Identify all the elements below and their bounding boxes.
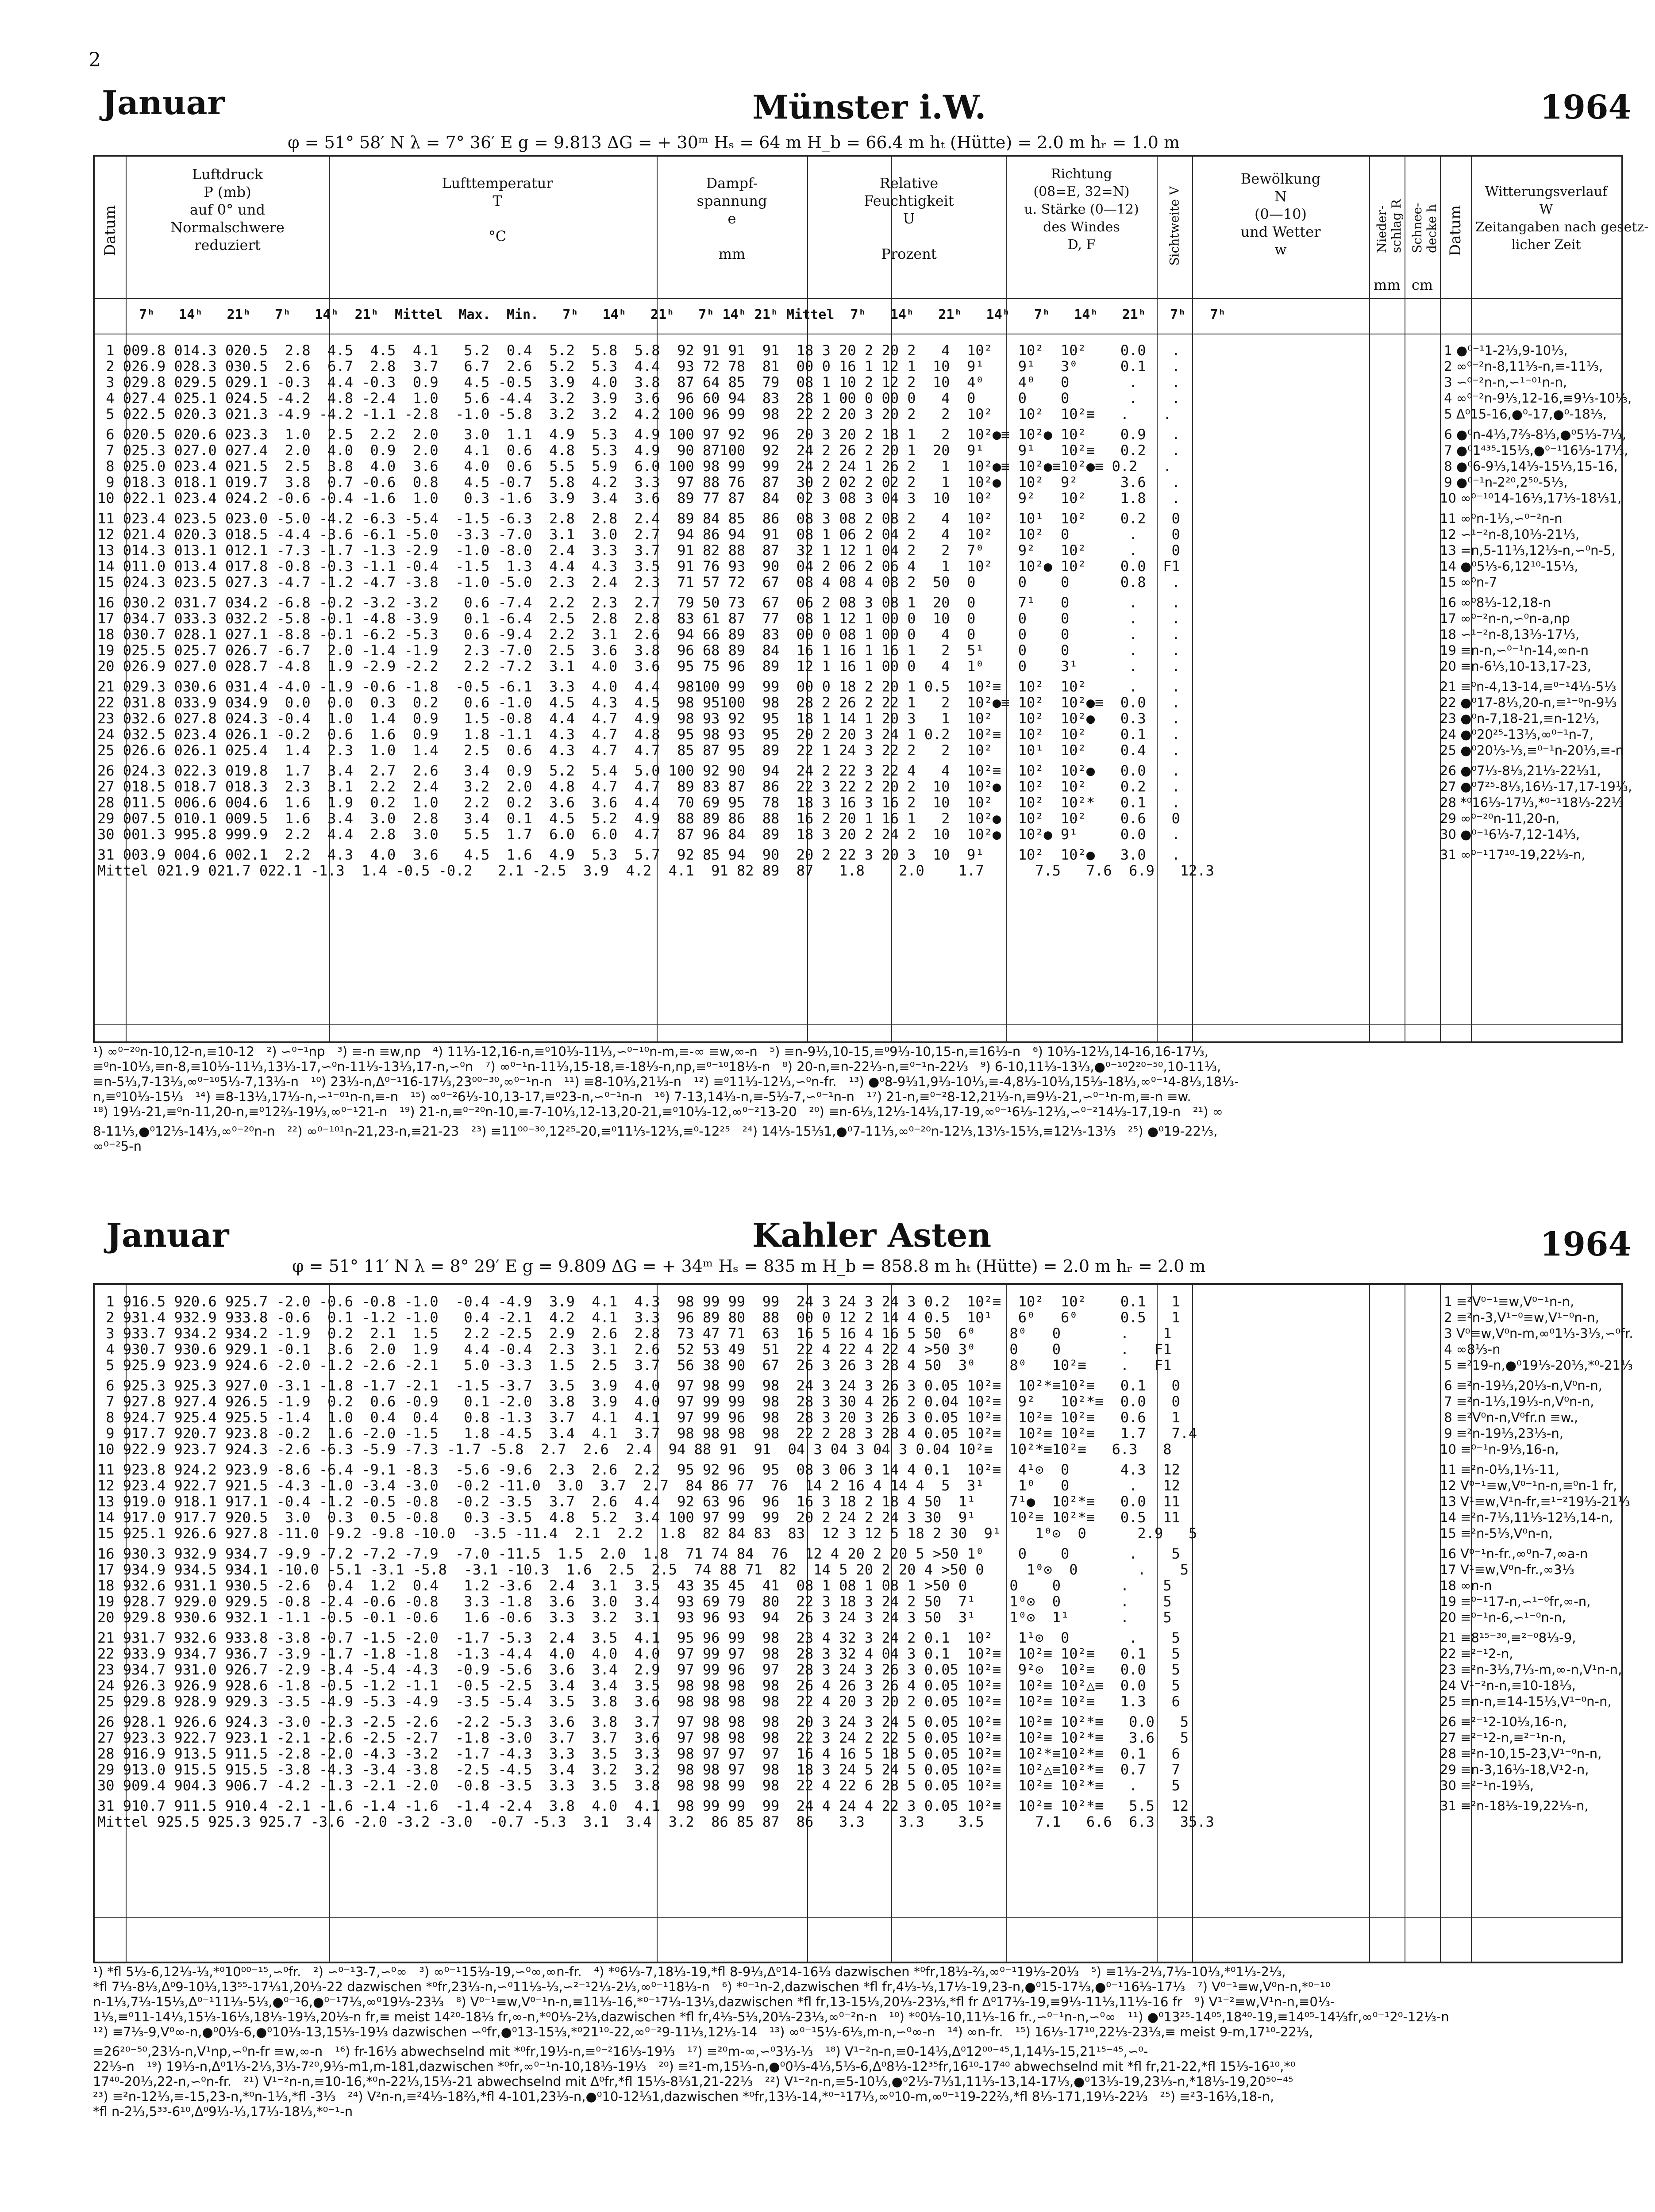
table-row: 2 931.4 932.9 933.8 -0.6 0.1 -1.2 -1.0 0.4 -2.1 4.2 4.1 3.3 96 89 80 88 00 0 12 2 14 4 0.5 10¹ 6⁰ 6⁰ 0.5 1 <box>97 1309 1180 1326</box>
section2-meta: φ = 51° 11′ N λ = 8° 29′ E g = 9.809 ΔG = + 34ᵐ Hₛ = 835 m H_b = 858.8 m hₜ (Hütte) = 2.0 m hᵣ = 2.0 m <box>292 1256 1206 1276</box>
section2-table <box>93 1283 1633 1963</box>
weather-entry: 11 ∞⁰n-1⅓,∽⁰⁻²n-n <box>1440 511 1563 526</box>
weather-entry: 24 ●⁰20²⁵-13⅓,∞⁰⁻¹n-7, <box>1440 727 1594 742</box>
table-row: 14 011.0 013.4 017.8 -0.8 -0.3 -1.1 -0.4 -1.5 1.3 4.4 4.3 3.5 91 76 93 90 04 2 06 2 06 4 1 10² 10²● 10² 0.0 F1 <box>97 558 1180 575</box>
table-row: 15 024.3 023.5 027.3 -4.7 -1.2 -4.7 -3.8 -1.0 -5.0 2.3 2.4 2.3 71 57 72 67 08 4 08 4 08 2 50 0 0 0 0.8 . <box>97 574 1180 591</box>
weather-entry: 31 ≡²n-18⅓-19,22⅓-n, <box>1440 1798 1589 1813</box>
section1-weather-list <box>1440 342 1632 863</box>
weather-entry: 20 ≡⁰⁻¹n-6,∽¹⁻⁰n-n, <box>1440 1610 1566 1625</box>
footnote-line: ≡n-5⅓,7-13⅓,∞⁰⁻¹⁰5⅓-7,13⅓-n ¹⁰) 23⅓-n,Δ⁰⁻¹16-17⅓,23⁰⁰⁻³⁰,∞⁰⁻¹n-n ¹¹) ≡8-10⅓,21⅓-n ¹²) ≡⁰11⅓-12⅓,∽⁰n-fr. ¹³) ●⁰8-9⅓1,9⅓-10⅓,≡-4,8⅓-10⅓,15⅓-18⅓,∞⁰⁻¹4-8⅓,18⅓- <box>93 1074 1239 1089</box>
table-row: 4 930.7 930.6 929.1 -0.1 3.6 2.0 1.9 4.4 -0.4 2.3 3.1 2.6 52 53 49 51 22 4 22 4 22 4 >50 3⁰ 0 0 . F1 <box>97 1341 1172 1358</box>
table-row: 8 025.0 023.4 021.5 2.5 3.8 4.0 3.6 4.0 0.6 5.5 5.9 6.0 100 98 99 99 24 2 24 1 26 2 1 10²●≡ 10²●≡10²●≡ 0.2 . <box>97 458 1172 475</box>
table-row: 27 923.3 922.7 923.1 -2.1 -2.6 -2.5 -2.7 -1.8 -3.0 3.7 3.7 3.6 97 98 98 98 22 3 24 2 22 5 0.05 10²≡ 10²≡ 10²*≡ 3.6 5 <box>97 1729 1189 1746</box>
weather-entry: 5 ≡²19-n,●⁰19⅓-20⅓,*⁰-21⅓ <box>1440 1358 1633 1373</box>
table-row: 26 024.3 022.3 019.8 1.7 3.4 2.7 2.6 3.4 0.9 5.2 5.4 5.0 100 92 90 94 24 2 22 3 22 4 4 10²≡ 10² 10²● 0.0 . <box>97 762 1180 779</box>
section2-data-rows <box>97 1294 1214 1830</box>
weather-entry: 7 ≡²n-1⅓,19⅓-n,V⁰n-n, <box>1440 1394 1594 1409</box>
section1-table <box>93 155 1649 1043</box>
section1-meta: φ = 51° 58′ N λ = 7° 36′ E g = 9.813 ΔG = + 30ᵐ Hₛ = 64 m H_b = 66.4 m hₜ (Hütte) = 2.0 m hᵣ = 1.0 m <box>288 133 1180 152</box>
weather-entry: 8 ≡²V⁰n-n,V⁰fr.n ≡w., <box>1440 1410 1578 1425</box>
table-row: 13 919.0 918.1 917.1 -0.4 -1.2 -0.5 -0.8 -0.2 -3.5 3.7 2.6 4.4 92 63 96 96 16 3 18 2 18 4 50 1¹ 7¹● 10²*≡ 0.0 11 <box>97 1493 1180 1510</box>
weather-entry: 19 ≡⁰⁻¹17-n,∽¹⁻⁰fr,∞-n, <box>1440 1594 1591 1609</box>
weather-entry: 11 ≡²n-0⅓,1⅓-11, <box>1440 1462 1559 1477</box>
table-row: 15 925.1 926.6 927.8 -11.0 -9.2 -9.8 -10.0 -3.5 -11.4 2.1 2.2 1.8 82 84 83 83 12 3 12 5 18 2 30 9¹ 1⁰⊙ 0 2.9 5 <box>97 1525 1197 1542</box>
weather-entry: 31 ∞⁰⁻¹17¹⁰-19,22⅓-n, <box>1440 847 1586 862</box>
table-row: 28 916.9 913.5 911.5 -2.8 -2.0 -4.3 -3.2 -1.7 -4.3 3.3 3.5 3.3 98 97 97 97 16 4 16 5 18 5 0.05 10²≡ 10²*≡10²*≡ 0.1 6 <box>97 1745 1180 1762</box>
footnote-line: ¹⁸) 19⅓-21,≡⁰n-11,20-n,≡⁰12⅔-19⅓,∞⁰⁻¹21-n ¹⁹) 21-n,≡⁰⁻²⁰n-10,≡-7-10⅓,12-13,20-21,≡⁰10⅓-12,∞⁰⁻²13-20 ²⁰) ≡n-6⅓,12⅓-14⅓,17-19,∞⁰⁻¹6⅓-12⅓,∽⁰⁻²14⅓-17,19-n ²¹) ∞ <box>93 1104 1223 1119</box>
section2-month: Januar <box>106 1217 229 1255</box>
table-row: 6 020.5 020.6 023.3 1.0 2.5 2.2 2.0 3.0 1.1 4.9 5.3 4.9 100 97 92 96 20 3 20 2 18 1 2 10²●≡ 10²● 10² 0.9 . <box>97 426 1180 443</box>
table-row: 9 917.7 920.7 923.8 -0.2 1.6 -2.0 -1.5 1.8 -4.5 3.4 4.1 3.7 98 98 98 98 22 2 28 3 28 4 0.05 10²≡ 10²≡ 10²≡ 1.7 7.4 <box>97 1425 1197 1442</box>
weather-entry: 2 ≡²n-3,V¹⁻⁰≡w,V¹⁻⁰n-n, <box>1440 1310 1599 1325</box>
col-lufttemperatur: Lufttemperatur T °C <box>442 175 553 245</box>
table-row: 16 930.3 932.9 934.7 -9.9 -7.2 -7.2 -7.9 -7.0 -11.5 1.5 2.0 1.8 71 74 84 76 12 4 20 2 20 5 >50 1⁰ 0 0 . 5 <box>97 1545 1180 1562</box>
col-datum: Datum <box>101 205 119 256</box>
section1-station: Münster i.W. <box>752 88 986 127</box>
col-bewoelkung: Bewölkung N (0—10) und Wetter w <box>1240 170 1321 258</box>
table-row: 10 022.1 023.4 024.2 -0.6 -0.4 -1.6 1.0 0.3 -1.6 3.9 3.4 3.6 89 77 87 84 02 3 08 3 04 3 10 10² 9² 10² 1.8 . <box>97 490 1180 507</box>
weather-entry: 18 ∽¹⁻²n-8,13⅓-17⅓, <box>1440 627 1580 642</box>
weather-entry: 23 ≡²n-3⅓,7⅓-m,∞-n,V¹n-n, <box>1440 1662 1622 1677</box>
weather-entry: 6 ≡²n-19⅓,20⅓-n,V⁰n-n, <box>1440 1378 1602 1393</box>
table-row: 3 029.8 029.5 029.1 -0.3 4.4 -0.3 0.9 4.5 -0.5 3.9 4.0 3.8 87 64 85 79 08 1 10 2 12 2 10 4⁰ 4⁰ 0 . . <box>97 374 1180 391</box>
table-row: 28 011.5 006.6 004.6 1.6 1.9 0.2 1.0 2.2 0.2 3.6 3.6 4.4 70 69 95 78 18 3 16 3 16 2 10 10² 10² 10²* 0.1 . <box>97 794 1180 811</box>
weather-entry: 30 ●⁰⁻¹6⅓-7,12-14⅓, <box>1440 827 1580 842</box>
footnote-line: 22⅓-n ¹⁹) 19⅓-n,Δ⁰1⅓-2⅓,3⅓-7²⁰,9⅓-m1,m-181,dazwischen *⁰fr,∞⁰⁻¹n-10,18⅓-19⅓ ²⁰) ≡²1-m,15⅓-n,●⁰0⅓-4⅓,5⅓-6,Δ⁰8⅓-12³⁵fr,16¹⁰-17⁴⁰ abwechselnd mit *fl fr,21-22,*fl 15⅓-16¹⁰,*⁰ <box>93 2059 1296 2074</box>
table-row: 31 003.9 004.6 002.1 2.2 4.3 4.0 3.6 4.5 1.6 4.9 5.3 5.7 92 85 94 90 20 2 22 3 20 3 10 9¹ 10² 10²● 3.0 . <box>97 846 1180 863</box>
weather-entry: 3 ∽⁰⁻²n-n,∽¹⁻⁰¹n-n, <box>1440 375 1567 390</box>
table-row: 9 018.3 018.1 019.7 3.8 0.7 -0.6 0.8 4.5 -0.7 5.8 4.2 3.3 97 88 76 87 30 2 02 2 02 2 1 10²● 10² 9² 3.6 . <box>97 474 1180 491</box>
table-row: 25 929.8 928.9 929.3 -3.5 -4.9 -5.3 -4.9 -3.5 -5.4 3.5 3.8 3.6 98 98 98 98 22 4 20 3 20 2 0.05 10²≡ 10²≡ 10²≡ 1.3 6 <box>97 1693 1180 1710</box>
col-witterung: Witterungsverlauf W Zeitangaben nach gesetz- licher Zeit <box>1475 184 1649 253</box>
weather-entry: 10 ≡⁰⁻¹n-9⅓,16-n, <box>1440 1442 1559 1457</box>
weather-entry: 19 ≡n-n,∽⁰⁻¹n-14,∞n-n <box>1440 643 1589 658</box>
footnote-line: ¹) *fl 5⅓-6,12⅓-⅓,*⁰10⁰⁰⁻¹⁵,∽⁰fr. ²) ∽⁰⁻¹3-7,∽⁰∞ ³) ∞⁰⁻¹15⅓-19,∽⁰∞,∞n-fr. ⁴) *⁰6⅓-7,18⅓-19,*fl 8-9⅓,Δ⁰14-16⅓ dazwischen *⁰fr,18⅓-⅔,∞⁰⁻¹19⅓-20⅓ ⁵) ≡1⅓-2⅓,7⅓-10⅓,*⁰1⅓-2⅓, <box>93 1964 1286 1979</box>
weather-entry: 29 ≡n-3,16⅓-18,V¹2-n, <box>1440 1762 1589 1777</box>
footnote-line: 8-11⅓,●⁰12⅓-14⅓,∞⁰⁻²⁰n-n ²²) ∞⁰⁻¹⁰¹n-21,23-n,≡21-23 ²³) ≡11⁰⁰⁻³⁰,12²⁵-20,≡⁰11⅓-12⅓,≡⁰-12²⁵ ²⁴) 14⅓-15⅓1,●⁰7-11⅓,∞⁰⁻²⁰n-12⅓,13⅓-15⅓,≡12⅓-13⅓ ²⁵) ●⁰19-22⅓, <box>93 1124 1218 1139</box>
weather-entry: 21 ≡⁰n-4,13-14,≡⁰⁻¹4⅓-5⅓ <box>1440 679 1617 694</box>
table-row: 20 929.8 930.6 932.1 -1.1 -0.5 -0.1 -0.6 1.6 -0.6 3.3 3.2 3.1 93 96 93 94 26 3 24 3 24 3 50 3¹ 1⁰⊙ 1¹ . 5 <box>97 1609 1172 1626</box>
table-row: 20 026.9 027.0 028.7 -4.8 1.9 -2.9 -2.2 2.2 -7.2 3.1 4.0 3.6 95 75 96 89 12 1 16 1 00 0 4 1⁰ 0 3¹ . . <box>97 658 1180 675</box>
table-row: 19 025.5 025.7 026.7 -6.7 2.0 -1.4 -1.9 2.3 -7.0 2.5 3.6 3.8 96 68 89 84 16 1 16 1 16 1 2 5¹ 0 0 . . <box>97 642 1180 659</box>
weather-entry: 4 ∞8⅓-n <box>1440 1342 1501 1357</box>
table-row: 16 030.2 031.7 034.2 -6.8 -0.2 -3.2 -3.2 0.6 -7.4 2.2 2.3 2.7 79 50 73 67 06 2 08 3 08 1 20 0 7¹ 0 . . <box>97 594 1180 611</box>
table-row: 4 027.4 025.1 024.5 -4.2 4.8 -2.4 1.0 5.6 -4.4 3.2 3.9 3.6 96 60 94 83 28 1 00 0 00 0 4 0 0 0 . . <box>97 390 1180 407</box>
weather-entry: 5 Δ⁰15-16,●⁰-17,●⁰-18⅓, <box>1440 407 1607 422</box>
page-number: 2 <box>89 49 101 71</box>
table-row: 22 031.8 033.9 034.9 0.0 0.0 0.3 0.2 0.6 -1.0 4.5 4.3 4.5 98 95100 98 28 2 26 2 22 1 2 10²●≡ 10² 10²●≡ 0.0 . <box>97 694 1180 711</box>
table-row: 14 917.0 917.7 920.5 3.0 0.3 0.5 -0.8 0.3 -3.5 4.8 5.2 3.4 100 97 99 99 20 2 24 2 24 3 30 9¹ 10²≡ 10²*≡ 0.5 11 <box>97 1509 1180 1526</box>
weather-entry: 25 ●⁰20⅓-⅓,≡⁰⁻¹n-20⅓,≡-n <box>1440 743 1624 758</box>
weather-entry: 14 ≡²n-7⅓,11⅓-12⅓,14-n, <box>1440 1510 1613 1525</box>
footnote-line: ≡⁰n-10⅓,≡n-8,≡10⅓-11⅓,13⅓-17,∽⁰n-11⅓-13⅓,17-n,∽⁰n ⁷) ∞⁰⁻¹n-11⅓,15-18,≡-18⅓-n,np,≡⁰⁻¹⁰18⅓-n ⁸) 20-n,≡n-22⅓-n,≡⁰⁻¹n-22⅓ ⁹) 6-10,11⅓-13⅓,●⁰⁻¹⁰2²⁰⁻⁵⁰,10-11⅓, <box>93 1059 1221 1074</box>
section2-footnotes <box>93 1964 1449 2119</box>
table-row: 12 923.4 922.7 921.5 -4.3 -1.0 -3.4 -3.0 -0.2 -11.0 3.0 3.7 2.7 84 86 77 76 14 2 16 4 14 4 5 3¹ 1⁰ 0 . 12 <box>97 1477 1180 1494</box>
col-datum-right: Datum <box>1447 205 1464 256</box>
table-row: 2 026.9 028.3 030.5 2.6 6.7 2.8 3.7 6.7 2.6 5.2 5.3 4.4 93 72 78 81 00 0 16 1 12 1 10 9¹ 9¹ 3⁰ 0.1 . <box>97 358 1180 375</box>
table-row: 24 926.3 926.9 928.6 -1.8 -0.5 -1.2 -1.1 -0.5 -2.5 3.4 3.4 3.5 98 98 98 98 26 4 26 3 26 4 0.05 10²≡ 10²≡ 10²△≡ 0.0 5 <box>97 1677 1180 1694</box>
weather-entry: 13 =n,5-11⅓,12⅓-n,∽⁰n-5, <box>1440 543 1616 558</box>
weather-entry: 17 V¹≡w,V⁰n-fr.,∞3⅓ <box>1440 1562 1574 1577</box>
table-row: 27 018.5 018.7 018.3 2.3 3.1 2.2 2.4 3.2 2.0 4.8 4.7 4.7 89 83 87 86 22 3 22 2 20 2 10 10²● 10² 10² 0.2 . <box>97 778 1180 795</box>
col-dampfspannung: Dampf- spannung e mm <box>697 175 767 262</box>
col-sichtweite: Sichtweite V <box>1167 186 1182 266</box>
table-row: 17 934.9 934.5 934.1 -10.0 -5.1 -3.1 -5.8 -3.1 -10.3 1.6 2.5 2.5 74 88 71 82 14 5 20 2 20 4 >50 0 1⁰⊙ 0 . 5 <box>97 1561 1189 1578</box>
weather-entry: 25 ≡n-n,≡14-15⅓,V¹⁻⁰n-n, <box>1440 1694 1612 1709</box>
weather-entry: 23 ●⁰n-7,18-21,≡n-12⅓, <box>1440 711 1600 726</box>
col-schneedecke: Schnee- decke h <box>1410 203 1439 253</box>
col-feuchtigkeit: Relative Feuchtigkeit U Prozent <box>864 175 954 262</box>
weather-entry: 9 ≡²n-19⅓,23⅓-n, <box>1440 1426 1563 1441</box>
weather-entry: 24 V¹⁻²n-n,≡10-18⅓, <box>1440 1678 1576 1693</box>
table-row: 8 924.7 925.4 925.5 -1.4 1.0 0.4 0.4 0.8 -1.3 3.7 4.1 4.1 97 99 96 98 28 3 20 3 26 3 0.05 10²≡ 10²≡ 10²≡ 0.6 1 <box>97 1409 1180 1426</box>
weather-entry: 29 ∞⁰⁻²⁰n-11,20-n, <box>1440 811 1560 826</box>
table-row: 7 927.8 927.4 926.5 -1.9 0.2 0.6 -0.9 0.1 -2.0 3.8 3.9 4.0 97 99 99 98 28 3 30 4 26 2 0.04 10²≡ 9² 10²*≡ 0.0 0 <box>97 1393 1180 1410</box>
section2-weather-list <box>1440 1294 1633 1814</box>
col-mm: mm <box>1374 276 1401 293</box>
weather-entry: 13 V¹≡w,V¹n-fr,≡¹⁻²19⅓-21⅓ <box>1440 1494 1630 1509</box>
col-niederschlag: Nieder- schlag R <box>1374 199 1404 253</box>
table-row: 26 928.1 926.6 924.3 -3.0 -2.3 -2.5 -2.6 -2.2 -5.3 3.6 3.8 3.7 97 98 98 98 20 3 24 3 24 5 0.05 10²≡ 10²≡ 10²*≡ 0.0 5 <box>97 1713 1189 1730</box>
table-row: 5 022.5 020.3 021.3 -4.9 -4.2 -1.1 -2.8 -1.0 -5.8 3.2 3.2 4.2 100 96 99 98 22 2 20 3 20 2 2 10² 10² 10²≡ . . <box>97 406 1172 422</box>
weather-entry: 16 ∞⁰8⅓-12,18-n <box>1440 595 1551 610</box>
table-row: 30 909.4 904.3 906.7 -4.2 -1.3 -2.1 -2.0 -0.8 -3.5 3.3 3.5 3.8 98 98 99 98 22 4 22 6 28 5 0.05 10²≡ 10²≡ 10²*≡ . 5 <box>97 1777 1180 1794</box>
table-row: 7 025.3 027.0 027.4 2.0 4.0 0.9 2.0 4.1 0.6 4.8 5.3 4.9 90 87100 92 24 2 26 2 20 1 20 9¹ 9¹ 10²≡ 0.2 . <box>97 442 1180 459</box>
weather-entry: 6 ●⁰n-4⅓,7⅔-8⅓,●⁰5⅓-7⅓, <box>1440 427 1626 442</box>
footnote-line: 1⅓,≡⁰11-14⅓,15⅓-16⅓,18⅓-19⅓,20⅓-n fr,≡ meist 14²⁰-18⅓ fr,∞-n,*⁰0⅓-2⅓,dazwischen *fl fr,4⅓-5⅓,20⅓-23⅓,∞⁰⁻²n-n ¹⁰) *⁰0⅓-10,11⅓-16 fr.,∽⁰⁻¹n-n,∽⁰∞ ¹¹) ●⁰13²⁵-14⁰⁵,18⁴⁰-19,≡14⁰⁵-14⅓fr,∞⁰⁻¹2⁰-12⅓-n <box>93 2009 1449 2024</box>
table-row: 1 916.5 920.6 925.7 -2.0 -0.6 -0.8 -1.0 -0.4 -4.9 3.9 4.1 4.3 98 99 99 99 24 3 24 3 24 3 0.2 10²≡ 10² 10² 0.1 1 <box>97 1293 1180 1310</box>
section1-month: Januar <box>102 84 225 122</box>
table-row: 24 032.5 023.4 026.1 -0.2 0.6 1.6 0.9 1.8 -1.1 4.3 4.7 4.8 95 98 93 95 20 2 20 3 24 1 0.2 10²≡ 10² 10² 0.1 . <box>97 726 1180 743</box>
table-row: 22 933.9 934.7 936.7 -3.9 -1.7 -1.8 -1.8 -1.3 -4.4 4.0 4.0 4.0 97 99 97 98 28 3 32 4 04 3 0.1 10²≡ 10²≡ 10²≡ 0.1 5 <box>97 1645 1180 1662</box>
weather-entry: 27 ●⁰7²⁵-8⅓,16⅓-17,17-19⅓, <box>1440 779 1632 794</box>
weather-entry: 15 ≡²n-5⅓,V⁰n-n, <box>1440 1526 1553 1541</box>
weather-entry: 4 ∞⁰⁻²n-9⅓,12-16,≡9⅓-10⅓, <box>1440 391 1632 406</box>
table-row: 31 910.7 911.5 910.4 -2.1 -1.6 -1.4 -1.6 -1.4 -2.4 3.8 4.0 4.1 98 99 99 99 24 4 24 4 22 3 0.05 10²≡ 10²≡ 10²*≡ 5.5 12 <box>97 1797 1189 1814</box>
table-row: 23 032.6 027.8 024.3 -0.4 1.0 1.4 0.9 1.5 -0.8 4.4 4.7 4.9 98 93 92 95 18 1 14 1 20 3 1 10² 10² 10²● 0.3 . <box>97 710 1180 727</box>
footnote-line: n-1⅓,7⅓-15⅓,Δ⁰⁻¹11⅓-5⅓,●⁰⁻¹6,●⁰⁻¹7⅓,∞⁰19⅓-23⅓ ⁸) V⁰⁻¹≡w,V⁰⁻¹n-n,≡11⅓-16,*⁰⁻¹7⅓-13⅓,dazwischen *fl fr,13-15⅓,20⅓-23⅓,*fl fr Δ⁰17⅓-19,≡9⅓-11⅓,11⅓-16 fr ⁹) V¹⁻²≡w,V¹n-n,≡0⅓- <box>93 1994 1335 2009</box>
weather-entry: 18 ∞n-n <box>1440 1578 1492 1593</box>
table-row: 11 923.8 924.2 923.9 -8.6 -6.4 -9.1 -8.3 -5.6 -9.6 2.3 2.6 2.2 95 92 96 95 08 3 06 3 14 4 0.1 10²≡ 4¹⊙ 0 4.3 12 <box>97 1461 1180 1478</box>
table-row: 23 934.7 931.0 926.7 -2.9 -3.4 -5.4 -4.3 -0.9 -5.6 3.6 3.4 2.9 97 99 96 97 28 3 24 3 26 3 0.05 10²≡ 9²⊙ 10²≡ 0.0 5 <box>97 1661 1180 1678</box>
table-row: 3 933.7 934.2 934.2 -1.9 0.2 2.1 1.5 2.2 -2.5 2.9 2.6 2.8 73 47 71 63 16 5 16 4 16 5 50 6⁰ 8⁰ 0 . 1 <box>97 1325 1172 1342</box>
weather-entry: 12 V⁰⁻¹≡w,V⁰⁻¹n-n,≡⁰n-1 fr, <box>1440 1478 1617 1493</box>
section1-data-rows <box>97 342 1214 879</box>
weather-entry: 10 ∞⁰⁻¹⁰14-16⅓,17⅓-18⅓1, <box>1440 491 1622 506</box>
footnote-line: *fl n-2⅓,5³³-6¹⁰,Δ⁰9⅓-⅓,17⅓-18⅓,*⁰⁻¹-n <box>93 2104 353 2119</box>
table-row: 5 925.9 923.9 924.6 -2.0 -1.2 -2.6 -2.1 5.0 -3.3 1.5 2.5 3.7 56 38 90 67 26 3 26 3 28 4 50 3⁰ 8⁰ 10²≡ . F1 <box>97 1357 1172 1374</box>
time-subheader: 7ʰ 14ʰ 21ʰ 7ʰ 14ʰ 21ʰ Mittel Max. Min. 7ʰ 14ʰ 21ʰ 7ʰ 14ʰ 21ʰ Mittel 7ʰ 14ʰ 21ʰ 14ʰ 7ʰ 14ʰ 21ʰ 7ʰ 7ʰ <box>139 307 1226 323</box>
weather-entry: 30 ≡²⁻¹n-19⅓, <box>1440 1778 1534 1793</box>
table-row: 12 021.4 020.3 018.5 -4.4 -3.6 -6.1 -5.0 -3.3 -7.0 3.1 3.0 2.7 94 86 94 91 08 1 06 2 04 2 4 10² 10² 0 . 0 <box>97 526 1180 543</box>
col-luftdruck: Luftdruck P (mb) auf 0° und Normalschwere reduziert <box>170 166 285 253</box>
table-row: 17 034.7 033.3 032.2 -5.8 -0.1 -4.8 -3.9 0.1 -6.4 2.5 2.8 2.8 83 61 87 77 08 1 12 1 00 0 10 0 0 0 . . <box>97 610 1180 627</box>
footnote-line: n,≡⁰10⅓-15⅓ ¹⁴) ≡8-13⅓,17⅓-n,∽¹⁻⁰¹n-n,≡-n ¹⁵) ∞⁰⁻²6⅓-10,13-17,≡⁰23-n,∽⁰⁻¹n-n ¹⁶) 7-13,14⅓-n,≡-5⅓-7,∽⁰⁻¹n-n ¹⁷) 21-n,≡⁰⁻²8-12,21⅓-n,≡9⅓-21,∽⁰⁻¹n-m,≡-n ≡w. <box>93 1089 1191 1104</box>
footnote-line: ¹) ∞⁰⁻²⁰n-10,12-n,≡10-12 ²) ∽⁰⁻¹np ³) ≡-n ≡w,np ⁴) 11⅓-12,16-n,≡⁰10⅓-11⅓,∽⁰⁻¹⁰n-m,≡-∞ ≡w,∞-n ⁵) ≡n-9⅓,10-15,≡⁰9⅓-10,15-n,≡16⅓-n ⁶) 10⅓-12⅓,14-16,16-17⅓, <box>93 1044 1209 1059</box>
table-row: 21 029.3 030.6 031.4 -4.0 -1.9 -0.6 -1.8 -0.5 -6.1 3.3 4.0 4.4 98100 99 99 00 0 18 2 20 1 0.5 10²≡ 10² 10² . . <box>97 678 1180 695</box>
table-row: 6 925.3 925.3 927.0 -3.1 -1.8 -1.7 -2.1 -1.5 -3.7 3.5 3.9 4.0 97 98 99 98 24 3 24 3 26 3 0.05 10²≡ 10²*≡10²≡ 0.1 0 <box>97 1377 1180 1394</box>
footnote-line: ∞⁰⁻²5-n <box>93 1139 142 1154</box>
weather-entry: 14 ●⁰5⅓-6,12¹⁰-15⅓, <box>1440 559 1578 574</box>
col-cm: cm <box>1411 276 1433 293</box>
weather-entry: 21 ≡8¹⁵⁻³⁰,≡²⁻⁰8⅓-9, <box>1440 1630 1576 1645</box>
table-row: 29 913.0 915.5 915.5 -3.8 -4.3 -3.4 -3.8 -2.5 -4.5 3.4 3.2 3.2 98 98 97 98 18 3 24 5 24 5 0.05 10²≡ 10²△≡10²*≡ 0.7 7 <box>97 1761 1180 1778</box>
weather-entry: 12 ∽¹⁻²n-8,10⅓-21⅓, <box>1440 527 1580 542</box>
footnote-line: ²³) ≡²n-12⅓,≡-15,23-n,*⁰n-1⅓,*fl -3⅓ ²⁴) V²n-n,≡²4⅓-18⅔,*fl 4-101,23⅓-n,●⁰10-12⅓1,dazwischen *⁰fr,13⅓-14,*⁰⁻¹17⅓,∞⁰10-m,∞⁰⁻¹19-22⅔,*fl 8⅓-171,19⅓-22⅓ ²⁵) ≡²3-16⅓,18-n, <box>93 2089 1274 2104</box>
footnote-line: ¹²) ≡7⅓-9,V⁰∞-n,●⁰0⅓-6,●⁰10⅓-13,15⅓-19⅓ dazwischen ∽⁰fr,●⁰13-15⅓,*⁰21¹⁰-22,∞⁰⁻²9-11⅓,12⅓-14 ¹³) ∞⁰⁻¹5⅓-6⅓,m-n,∽⁰∞-n ¹⁴) ∞n-fr. ¹⁵) 16⅓-17¹⁰,22⅓-23⅓,≡ meist 9-m,17¹⁰-22⅓, <box>93 2024 1313 2039</box>
weather-entry: 1 ●⁰⁻¹1-2⅓,9-10⅓, <box>1440 343 1568 358</box>
footnote-line: *fl 7⅓-8⅓,Δ⁰9-10⅓,13⁵⁵-17⅓1,20⅓-22 dazwischen *⁰fr,23⅓-n,∽⁰11⅓-⅓,∽²⁻¹2⅓-2⅓,∞⁰⁻¹18⅓-n ⁶) *⁰⁻¹n-2,dazwischen *fl fr,4⅓-⅓,17⅓-19,23-n,●⁰15-17⅓,●⁰⁻¹16⅓-17⅓ ⁷) V⁰⁻¹≡w,V⁰n-n,*⁰⁻¹⁰ <box>93 1979 1331 1994</box>
section1-year: 1964 <box>1540 88 1631 127</box>
weather-entry: 22 ●⁰17-8⅓,20-n,≡¹⁻⁰n-9⅓ <box>1440 695 1617 710</box>
table-row: Mittel 021.9 021.7 022.1 -1.3 1.4 -0.5 -0.2 2.1 -2.5 3.9 4.2 4.1 91 82 89 87 1.8 2.0 1.7 7.5 7.6 6.9 12.3 <box>97 862 1214 879</box>
weather-entry: 1 ≡²V⁰⁻¹≡w,V⁰⁻¹n-n, <box>1440 1294 1574 1309</box>
weather-entry: 17 ∞⁰⁻²n-n,∽⁰n-a,np <box>1440 611 1570 626</box>
section2-year: 1964 <box>1540 1225 1631 1263</box>
table-row: 25 026.6 026.1 025.4 1.4 2.3 1.0 1.4 2.5 0.6 4.3 4.7 4.7 85 87 95 89 22 1 24 3 22 2 2 10² 10¹ 10² 0.4 . <box>97 742 1180 759</box>
table-row: 18 030.7 028.1 027.1 -8.8 -0.1 -6.2 -5.3 0.6 -9.4 2.2 3.1 2.6 94 66 89 83 00 0 08 1 00 0 4 0 0 0 . . <box>97 626 1180 643</box>
section2-station: Kahler Asten <box>752 1217 992 1255</box>
weather-entry: 15 ∞⁰n-7 <box>1440 575 1497 590</box>
table-row: 19 928.7 929.0 929.5 -0.8 -2.4 -0.6 -0.8 3.3 -1.8 3.6 3.0 3.4 93 69 79 80 22 3 18 3 24 2 50 7¹ 1⁰⊙ 0 . 5 <box>97 1593 1172 1610</box>
weather-entry: 7 ●⁰1⁴³⁵-15⅓,●⁰⁻¹16⅓-17⅓, <box>1440 443 1628 458</box>
section1-footnotes <box>93 1044 1239 1154</box>
weather-entry: 26 ≡²⁻¹2-10⅓,16-n, <box>1440 1714 1567 1729</box>
weather-entry: 27 ≡²⁻¹2-n,≡²⁻¹n-n, <box>1440 1730 1566 1745</box>
table-row: 1 009.8 014.3 020.5 2.8 4.5 4.5 4.1 5.2 0.4 5.2 5.8 5.8 92 91 91 91 18 3 20 2 20 2 4 10² 10² 10² 0.0 . <box>97 342 1180 359</box>
weather-entry: 20 ≡n-6⅓,10-13,17-23, <box>1440 659 1592 674</box>
weather-entry: 3 V⁰≡w,V⁰n-m,∞⁰1⅓-3⅓,∽⁰fr. <box>1440 1326 1633 1341</box>
table-row: 18 932.6 931.1 930.5 -2.6 0.4 1.2 0.4 1.2 -3.6 2.4 3.1 3.5 43 35 45 41 08 1 08 1 08 1 >50 0 0 0 . 5 <box>97 1577 1172 1594</box>
table-row: 29 007.5 010.1 009.5 1.6 3.4 3.0 2.8 3.4 0.1 4.5 5.2 4.9 88 89 86 88 16 2 20 1 16 1 2 10²● 10² 10² 0.6 0 <box>97 810 1180 827</box>
weather-entry: 22 ≡²⁻¹2-n, <box>1440 1646 1513 1661</box>
weather-entry: 8 ●⁰6-9⅓,14⅓-15⅓,15-16, <box>1440 459 1618 474</box>
col-wind: Richtung (08=E, 32=N) u. Stärke (0—12) des Windes D, F <box>1024 166 1139 253</box>
footnote-line: ≡26²⁰⁻⁵⁰,23⅓-n,V¹np,∽⁰n-fr ≡w,∞-n ¹⁶) fr-16⅓ abwechselnd mit *⁰fr,19⅓-n,≡⁰⁻²16⅓-19⅓ ¹⁷) ≡²⁰m-∞,∽⁰3⅓-⅓ ¹⁸) V¹⁻²n-n,≡0-14⅓,Δ⁰12⁰⁰⁻⁴⁵,1,14⅓-15,21¹⁵⁻⁴⁵,∽⁰- <box>93 2044 1148 2059</box>
weather-entry: 2 ∞⁰⁻²n-8,11⅓-n,≡-11⅓, <box>1440 359 1603 374</box>
weather-entry: 26 ●⁰7⅓-8⅓,21⅓-22⅓1, <box>1440 763 1601 778</box>
table-row: Mittel 925.5 925.3 925.7 -3.6 -2.0 -3.2 -3.0 -0.7 -5.3 3.1 3.4 3.2 86 85 87 86 3.3 3.3 3.5 7.1 6.6 6.3 35.3 <box>97 1813 1214 1830</box>
weather-entry: 28 ≡²n-10,15-23,V¹⁻⁰n-n, <box>1440 1746 1602 1761</box>
weather-entry: 28 *⁰16⅓-17⅓,*⁰⁻¹18⅓-22⅓ <box>1440 795 1624 810</box>
table-row: 30 001.3 995.8 999.9 2.2 4.4 2.8 3.0 5.5 1.7 6.0 6.0 4.7 87 96 84 89 18 3 20 2 24 2 10 10²● 10²● 9¹ 0.0 . <box>97 826 1180 843</box>
footnote-line: 17⁴⁰-20⅓,22-n,∽⁰n-fr. ²¹) V¹⁻²n-n,≡10-16,*⁰n-22⅓,15⅓-21 abwechselnd mit Δ⁰fr,*fl 15⅓-8⅓1,21-22⅓ ²²) V¹⁻²n-n,≡5-10⅓,●⁰2⅓-7⅓1,11⅓-13,14-17⅓,●⁰13⅓-19,23⅓-n,*18⅓-19,20⁵⁰⁻⁴⁵ <box>93 2074 1293 2089</box>
table-row: 13 014.3 013.1 012.1 -7.3 -1.7 -1.3 -2.9 -1.0 -8.0 2.4 3.3 3.7 91 82 88 87 32 1 12 1 04 2 2 7⁰ 9² 10² . 0 <box>97 542 1180 559</box>
table-row: 11 023.4 023.5 023.0 -5.0 -4.2 -6.3 -5.4 -1.5 -6.3 2.8 2.8 2.4 89 84 85 86 08 3 08 2 08 2 4 10² 10¹ 10² 0.2 0 <box>97 510 1180 527</box>
weather-entry: 16 V⁰⁻¹n-fr.,∞⁰n-7,∞a-n <box>1440 1546 1588 1561</box>
table-row: 10 922.9 923.7 924.3 -2.6 -6.3 -5.9 -7.3 -1.7 -5.8 2.7 2.6 2.4 94 88 91 91 04 3 04 3 04 3 0.04 10²≡ 10²*≡10²≡ 6.3 8 <box>97 1441 1172 1458</box>
weather-entry: 9 ●⁰⁻¹n-2²⁰,2⁵⁰-5⅓, <box>1440 475 1568 490</box>
table-row: 21 931.7 932.6 933.8 -3.8 -0.7 -1.5 -2.0 -1.7 -5.3 2.4 3.5 4.1 95 96 99 98 23 4 32 3 24 2 0.1 10² 1¹⊙ 0 . 5 <box>97 1629 1180 1646</box>
